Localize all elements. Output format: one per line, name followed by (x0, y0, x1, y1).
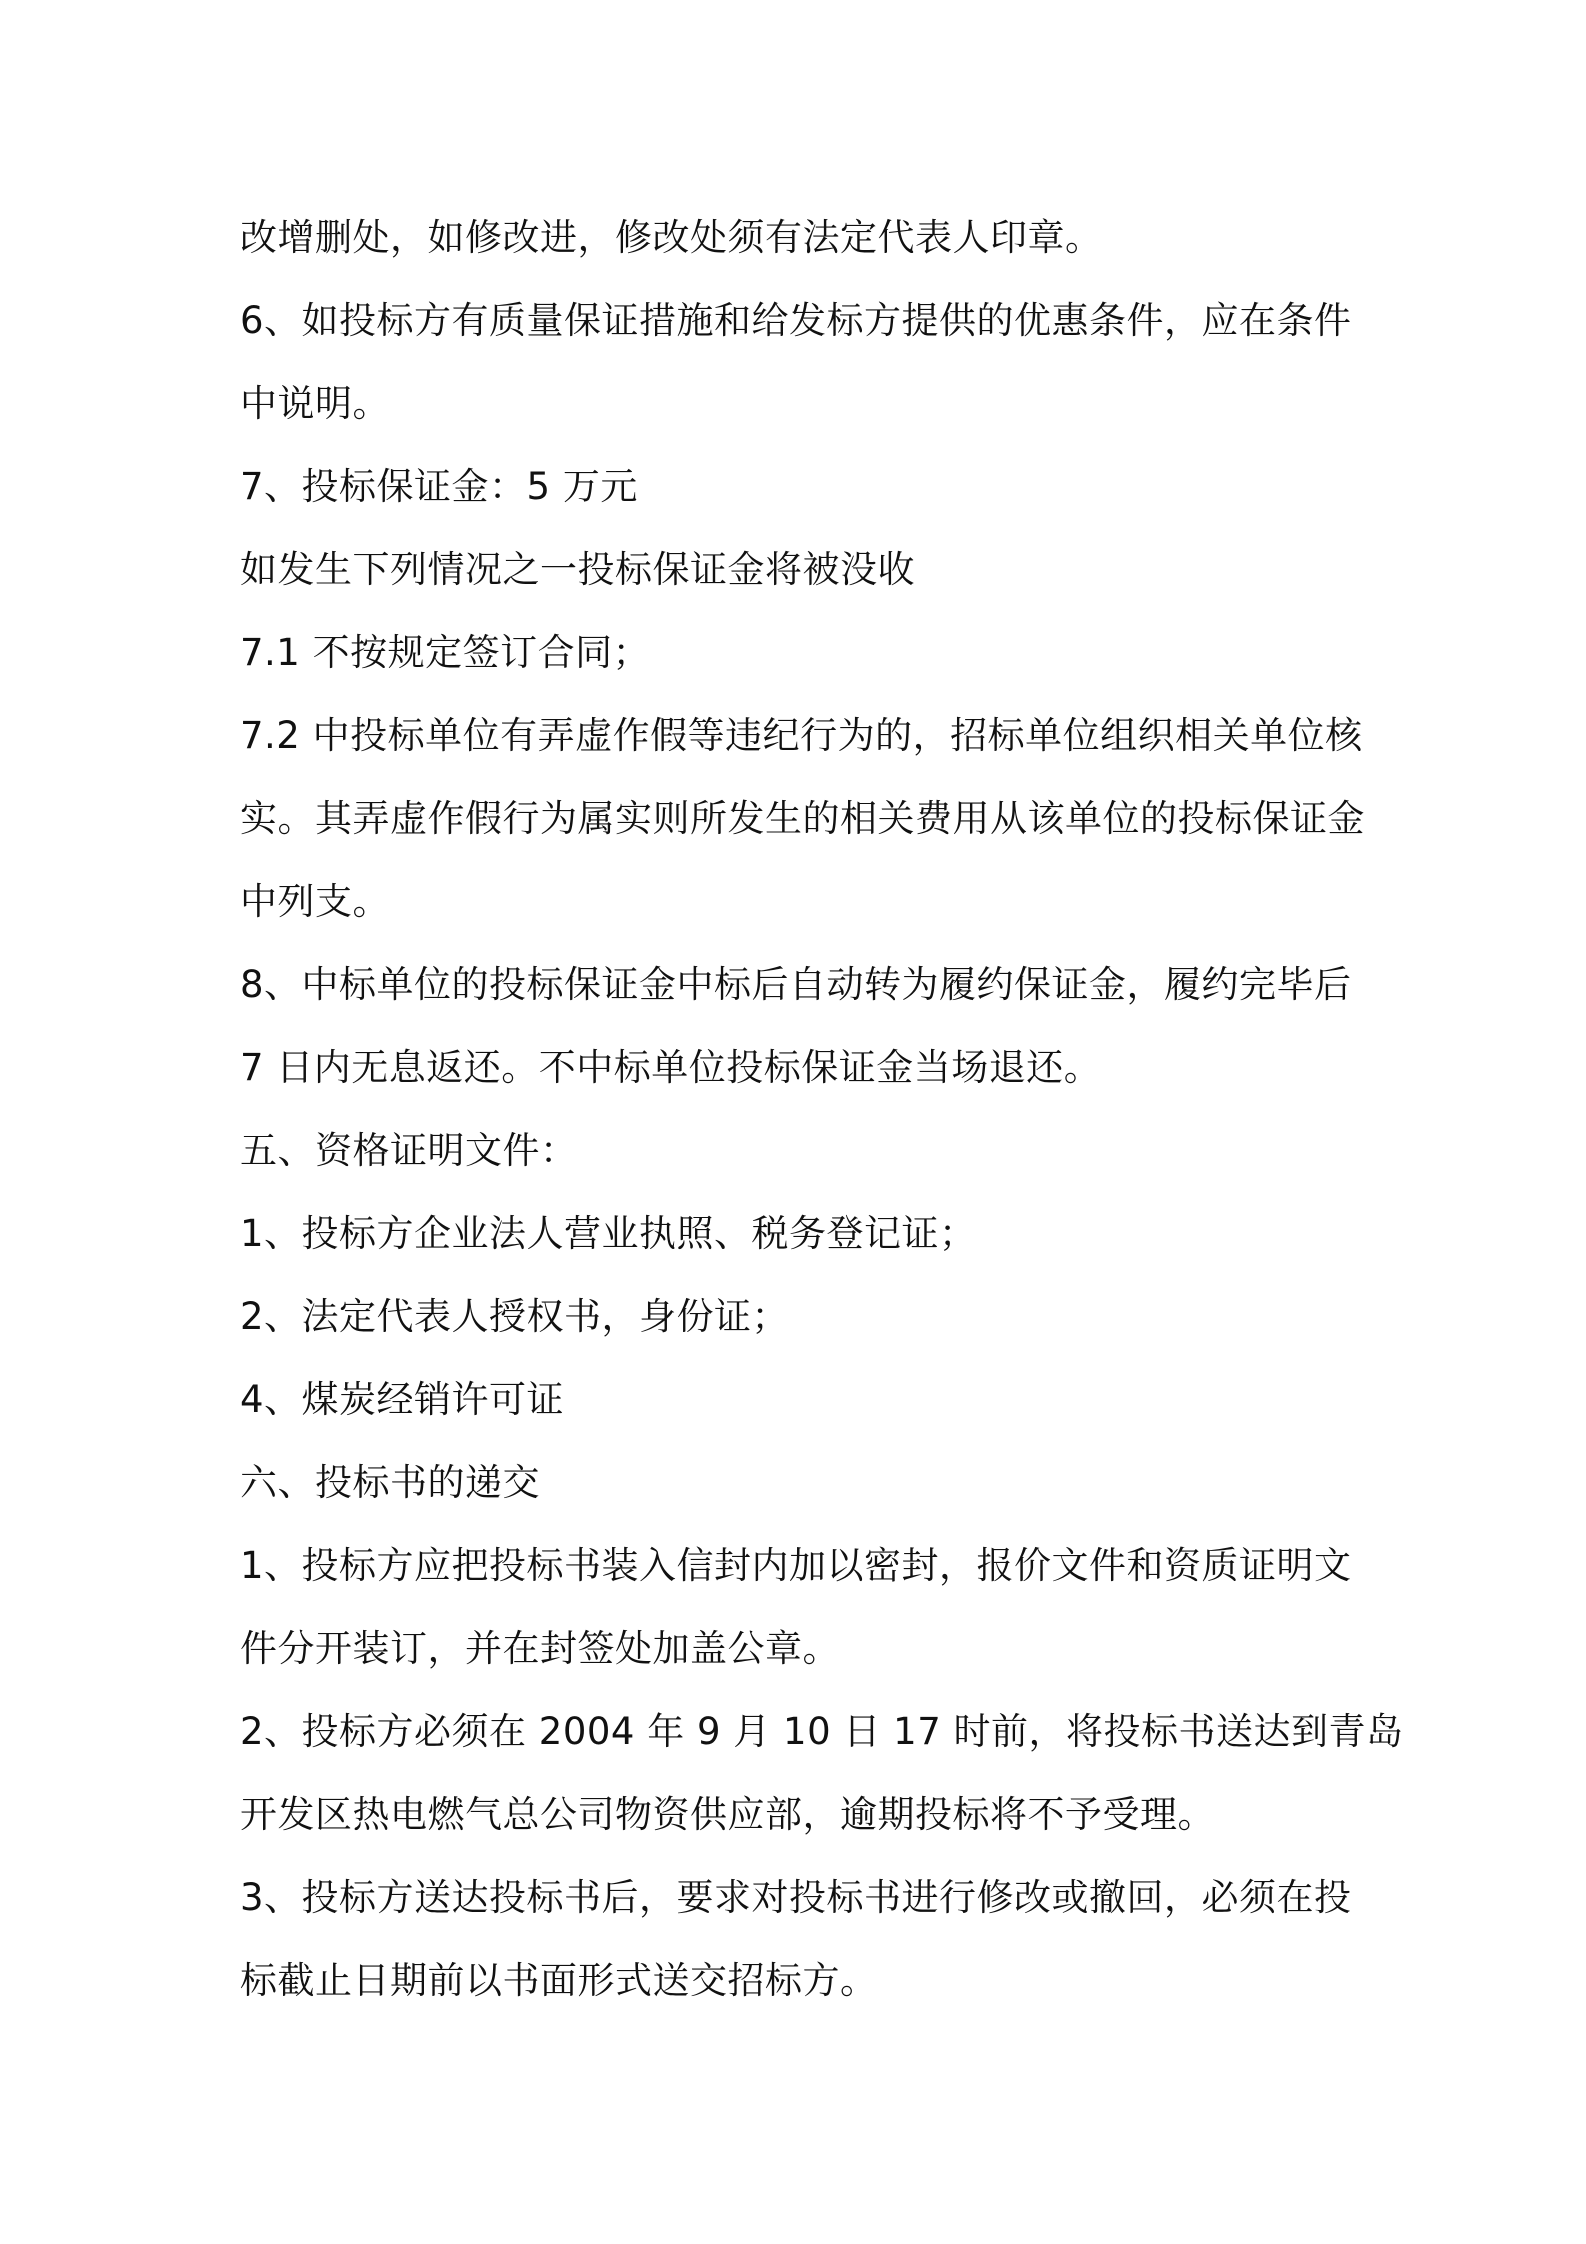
text-line: 开发区热电燃气总公司物资供应部，逾期投标将不予受理。 (240, 1793, 1215, 1836)
text-line: 2、投标方必须在 2004 年 9 月 10 日 17 时前，将投标书送达到青岛 (240, 1710, 1404, 1753)
text-line: 中说明。 (240, 382, 390, 425)
text-line: 4、煤炭经销许可证 (240, 1378, 565, 1421)
text-line: 改增删处，如修改进，修改处须有法定代表人印章。 (240, 216, 1103, 259)
text-line: 7 日内无息返还。不中标单位投标保证金当场退还。 (240, 1046, 1102, 1089)
text-line: 1、投标方企业法人营业执照、税务登记证； (240, 1212, 977, 1255)
text-line: 2、法定代表人授权书，身份证； (240, 1295, 790, 1338)
section-heading: 五、资格证明文件： (240, 1129, 578, 1172)
text-line: 实。其弄虚作假行为属实则所发生的相关费用从该单位的投标保证金 (240, 797, 1365, 840)
text-line: 3、投标方送达投标书后，要求对投标书进行修改或撤回，必须在投 (240, 1876, 1352, 1919)
text-line: 1、投标方应把投标书装入信封内加以密封，报价文件和资质证明文 (240, 1544, 1352, 1587)
text-line: 标截止日期前以书面形式送交招标方。 (240, 1959, 878, 2002)
text-line: 7、投标保证金：5 万元 (240, 465, 638, 508)
text-line: 8、中标单位的投标保证金中标后自动转为履约保证金，履约完毕后 (240, 963, 1352, 1006)
text-line: 中列支。 (240, 880, 390, 923)
text-line: 件分开装订，并在封签处加盖公章。 (240, 1627, 840, 1670)
text-line: 如发生下列情况之一投标保证金将被没收 (240, 548, 915, 591)
text-line: 7.1 不按规定签订合同； (240, 631, 651, 674)
text-line: 7.2 中投标单位有弄虚作假等违纪行为的，招标单位组织相关单位核 (240, 714, 1363, 757)
document-body (240, 196, 1404, 2022)
text-line: 6、如投标方有质量保证措施和给发标方提供的优惠条件，应在条件 (240, 299, 1352, 342)
section-heading: 六、投标书的递交 (240, 1461, 540, 1504)
